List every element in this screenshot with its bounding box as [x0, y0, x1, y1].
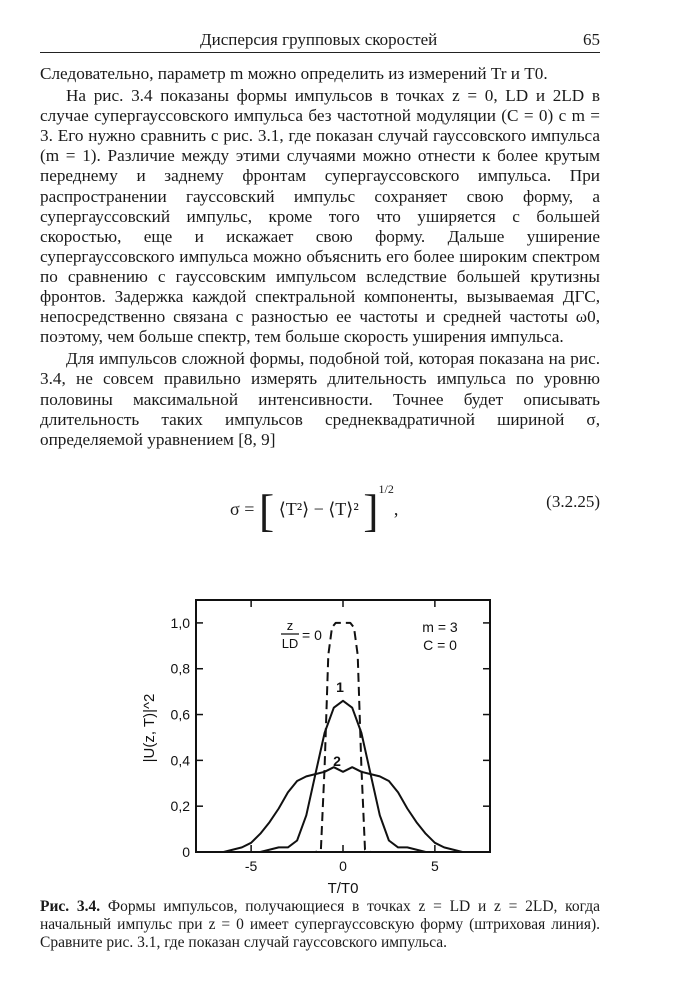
y-tick-label-1: 0,2: [170, 798, 190, 815]
paragraph-3: Для импульсов сложной формы, подобной той, которая показана на рис. 3.4, не совсем правильно измерять длительность импульса по уровню половины максимальной интенсивности. Точнее будет описывать длительность таких импульсов среднеквадратичной шириной σ, определяемой уравнением [8, 9]: [40, 349, 600, 449]
equation-lhs: σ =: [230, 499, 255, 519]
y-tick-label-0: 0: [182, 844, 190, 860]
y-tick-label-5: 1,0: [170, 614, 190, 631]
y-axis-label: |U(z, T)|^2: [141, 693, 158, 763]
equation-formula: [230, 482, 398, 534]
caption-label: Рис. 3.4.: [40, 898, 101, 915]
x-tick-label-0: -5: [244, 858, 258, 874]
running-title: Дисперсия групповых скоростей: [200, 30, 438, 49]
y-tick-label-2: 0,4: [170, 752, 190, 769]
x-tick-label-2: 5: [430, 858, 439, 874]
equation-inner: ⟨T²⟩ − ⟨T⟩²: [278, 499, 359, 519]
caption-text: Формы импульсов, получающиеся в точках z = LD и z = 2LD, когда начальный импульс при z = 0 имеет супергауссовскую форму (штриховая линия). Сравните рис. 3.1, где показан случай гауссовского импульса.: [40, 898, 601, 951]
equation-trailing: ,: [393, 499, 399, 519]
page-header: [40, 28, 600, 53]
left-bracket: [: [258, 484, 275, 536]
curve-series-2: [196, 767, 490, 852]
paragraph-1: Следовательно, параметр m можно определить из измерений Tr и T0.: [40, 64, 548, 83]
x-tick-label-1: 0: [339, 858, 347, 874]
z-label-denominator: LD: [281, 636, 299, 651]
z-label-value: = 0: [302, 627, 322, 643]
curve-series-0: [196, 623, 490, 852]
equation-3-2-25: [40, 472, 600, 536]
equation-number: (3.2.25): [546, 492, 600, 511]
paragraph-2: На рис. 3.4 показаны формы импульсов в точках z = 0, LD и 2LD в случае супергауссовского импульса без частотной модуляции (C = 0) с m = 3. Его нужно сравнить с рис. 3.1, где показан случай гауссовского импульса (m = 1). Различие между этими случаями можно отнести к более крутым переднему и заднему фронтам супергауссовского импульса. При распространении гауссовский импульс сохраняет свою форму, а супергауссовский импульс, кроме того что уширяется с большей скоростью, еще и искажает свою форму. Дальше уширение супергауссовского импульса можно объяснить его более широким спектром по сравнению с гауссовским импульсом вследствие большей крутизны фронтов. Задержка каждой спектральной компоненты, вызываемая ДГС, непосредственно связана с разностью ее частоты и средней частоты ω0, поэтому, чем больше спектр, тем больше скорость уширения импульса.: [40, 86, 600, 347]
x-axis-label: T/T0: [327, 880, 359, 897]
body-text: [40, 64, 600, 450]
right-bracket: ]: [363, 484, 379, 536]
curve-label-1: 1: [336, 679, 344, 695]
y-tick-label-4: 0,8: [170, 660, 190, 677]
parameter-m: m = 3: [422, 619, 458, 635]
equation-exponent: 1/2: [378, 482, 394, 496]
figure-caption: [40, 898, 600, 952]
y-tick-label-3: 0,6: [170, 706, 190, 723]
pulse-curves: [196, 623, 490, 852]
parameter-c: C = 0: [423, 637, 457, 653]
curve-label-2: 2: [333, 753, 341, 769]
curve-series-1: [196, 701, 490, 852]
page-number: 65: [583, 30, 600, 49]
pulse-shape-chart: [140, 588, 510, 908]
x-axis-ticks: [245, 600, 439, 874]
z-label-numerator: z: [286, 618, 294, 633]
